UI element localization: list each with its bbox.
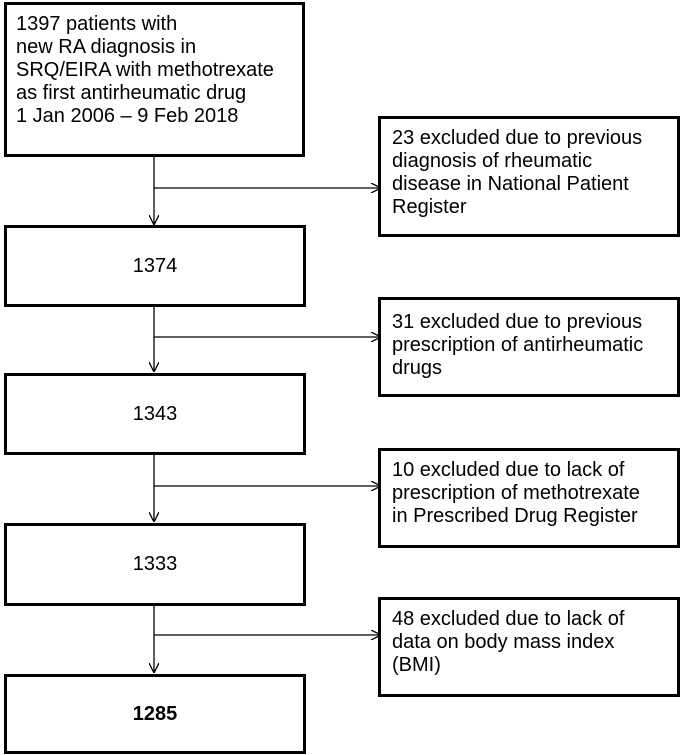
count-box-1333: [4, 523, 306, 606]
start-line-4: as first antirheumatic drug: [16, 82, 247, 104]
count-box-1343: [4, 373, 306, 455]
exclusion-3-line-1: 10 excluded due to lack of: [392, 459, 625, 481]
exclusion-4-line-1: 48 excluded due to lack of: [392, 608, 625, 630]
count-1285: 1285: [132, 702, 178, 725]
start-line-1: 1397 patients with: [16, 13, 178, 35]
exclusion-box-1: [378, 116, 680, 237]
exclusion-1-line-1: 23 excluded due to previous: [392, 127, 643, 149]
exclusion-2-line-1: 31 excluded due to previous: [392, 311, 643, 333]
start-line-5: 1 Jan 2006 – 9 Feb 2018: [16, 105, 239, 127]
start-line-2: new RA diagnosis in: [16, 36, 197, 58]
count-1333: 1333: [132, 553, 178, 575]
count-1374: 1374: [132, 254, 178, 277]
count-box-1374: [4, 225, 306, 307]
exclusion-2-line-2: prescription of antirheumatic: [392, 334, 644, 356]
count-1343: 1343: [132, 402, 178, 425]
start-box: [4, 2, 305, 157]
exclusion-box-2: [378, 297, 680, 397]
exclusion-box-3: [378, 448, 680, 548]
exclusion-1-line-2: diagnosis of rheumatic: [392, 150, 593, 172]
exclusion-3-line-2: prescription of methotrexate: [392, 482, 640, 504]
exclusion-1-line-3: disease in National Patient: [392, 173, 629, 195]
exclusion-4-line-3: (BMI): [392, 654, 441, 676]
start-line-3: SRQ/EIRA with methotrexate: [16, 59, 274, 81]
exclusion-1-line-4: Register: [392, 196, 467, 218]
exclusion-4-line-2: data on body mass index: [392, 631, 615, 653]
exclusion-3-line-3: in Prescribed Drug Register: [392, 505, 638, 527]
count-box-1285: [4, 674, 306, 754]
exclusion-2-line-3: drugs: [392, 357, 443, 379]
exclusion-box-4: [378, 597, 680, 697]
